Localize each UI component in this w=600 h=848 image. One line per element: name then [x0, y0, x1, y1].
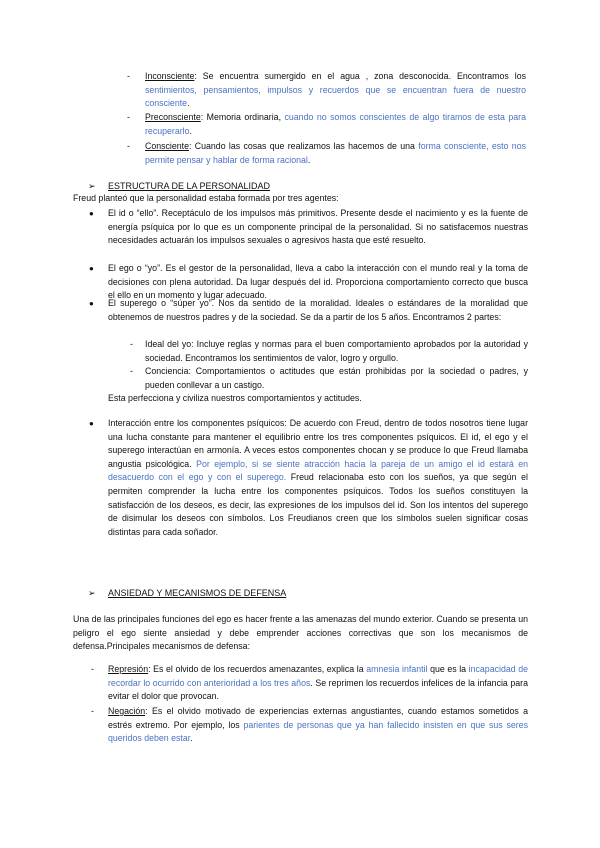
list-item-ideal-del-yo: Ideal del yo: Incluye reglas y normas para el buen comportamiento aprobados por la autoridad y sociedad. Encontramos los sentimientos de valor, logro y orgullo.: [145, 339, 528, 363]
arrow-marker: ➢: [88, 181, 96, 191]
bullet-marker: ●: [89, 299, 94, 308]
highlight-text: amnesia infantil: [366, 664, 428, 674]
highlight-text: Por ejemplo, si se siente atracción hacia la pareja de un amigo el id estará en desacuerdo con el ego y con el superego.: [108, 458, 528, 483]
list-item-consciente: Consciente: Cuando las cosas que realizamos las hacemos de una forma consciente, esto nos permite pensar y hablar de forma racional.: [145, 141, 526, 165]
dash-marker: -: [127, 71, 130, 81]
bullet-marker: ●: [89, 264, 94, 273]
term-consciente: Consciente: [145, 141, 190, 151]
superego-closing: Esta perfecciona y civiliza nuestros comportamientos y actitudes.: [108, 393, 362, 403]
dash-marker: -: [91, 706, 94, 716]
term-preconsciente: Preconsciente: [145, 112, 201, 122]
list-item-id: El id o “ello”. Receptáculo de los impulsos más primitivos. Presente desde el nacimiento y es la fuente de energía psíquica por lo que es un componente principal de la personalidad. Si no satisfacemos nuestras necesidades actuarán los impulsos sexuales o agresivos hasta que esté resuelto.: [108, 208, 528, 246]
arrow-marker: ➢: [88, 588, 96, 598]
highlight-text: parientes de personas que ya han fallecido insisten en que sus seres queridos deben estar: [108, 719, 528, 744]
dash-marker: -: [127, 141, 130, 151]
section-heading-estructura: ➢ ESTRUCTURA DE LA PERSONALIDAD: [88, 181, 271, 191]
dash-marker: -: [91, 664, 94, 674]
term-negacion: Negación: [108, 706, 146, 716]
list-item-interaccion: Interacción entre los componentes psíquicos: De acuerdo con Freud, dentro de todos nosotros tiene lugar una lucha constante para mantener el equilibrio entre los tres componentes psíquicos. El id, el ego y el superego interactúan en armonía. A veces estos componentes chocan y se produce lo que Freud llamaba angustia psicológica. Por ejemplo, si se siente atracción hacia la pareja de un amigo el id estará en desacuerdo con el ego y con el superego. Freud relacionaba esto con los sueños, ya que según el permiten comprender la lucha entre los componentes psíquicos. Todos los sueños constituyen la satisfacción de los deseos, es decir, las expresiones de los impulsos del id. Son los intentos del superego de disimular los deseos con símbolos. Los Freudianos creen que los símbolos suelen significar cosas distintas para cada soñador.: [108, 418, 528, 537]
highlight-text: forma consciente, esto nos permite pensar y hablar de forma racional: [145, 141, 526, 165]
term-inconsciente: Inconsciente: [145, 71, 195, 81]
section-heading-ansiedad: ➢ ANSIEDAD Y MECANISMOS DE DEFENSA: [88, 588, 287, 598]
section-intro: Freud planteó que la personalidad estaba formada por tres agentes:: [73, 193, 339, 203]
highlight-text: incapacidad de recordar lo ocurrido con anterioridad a los tres años: [108, 664, 529, 688]
list-item-represion: Represión: Es el olvido de los recuerdos amenazantes, explica la amnesia infantil que es la incapacidad de recordar lo ocurrido con anterioridad a los tres años. Se reprimen los recuerdos infelices de la infancia para evitar el dolor que provocan.: [108, 664, 529, 702]
bullet-marker: ●: [89, 209, 94, 218]
section-intro: Una de las principales funciones del ego es hacer frente a las amenazas del mundo exterior. Cuando se presenta un peligro el ego siente ansiedad y debe emprender acciones correctivas que son los mecanismos de defensa.Principales mecanismos de defensa:: [73, 614, 528, 652]
term-represion: Represión: [108, 664, 149, 674]
bullet-marker: ●: [89, 419, 94, 428]
list-item-superego: El superego o “súper yo”. Nos da sentido de la moralidad. Ideales o estándares de la moralidad que obtenemos de nuestros padres y de la sociedad. Se da a partir de los 5 años. Encontramos 2 partes:: [108, 298, 528, 322]
list-item-conciencia: Conciencia: Comportamientos o actitudes que están prohibidas por la sociedad o padres, y pueden conllevar a un castigo.: [145, 366, 528, 390]
list-item-ego: El ego o “yo”. Es el gestor de la personalidad, lleva a cabo la interacción con el mundo real y la toma de decisiones con plena autoridad. Da lugar después del id. Proporciona comportamiento correcto que busca el ello en un momento y lugar adecuado.: [108, 263, 528, 301]
highlight-text: sentimientos, pensamientos, impulsos y recuerdos que se encuentran fuera de nuestro consciente: [145, 84, 526, 109]
highlight-text: cuando no somos conscientes de algo tiramos de esta para recuperarlo: [145, 112, 527, 136]
dash-marker: -: [127, 112, 130, 122]
list-item-preconsciente: Preconsciente: Memoria ordinaria, cuando no somos conscientes de algo tiramos de esta para recuperarlo.: [145, 112, 527, 136]
dash-marker: -: [130, 339, 133, 349]
list-item-negacion: Negación: Es el olvido motivado de experiencias externas angustiantes, cuando estamos sometidos a estrés extremo. Por ejemplo, los parientes de personas que ya han fallecido insisten en que sus seres queridos deben estar.: [108, 706, 528, 744]
dash-marker: -: [130, 366, 133, 376]
list-item-inconsciente: Inconsciente: Se encuentra sumergido en el agua , zona desconocida. Encontramos los sentimientos, pensamientos, impulsos y recuerdos que se encuentran fuera de nuestro consciente.: [145, 71, 526, 109]
